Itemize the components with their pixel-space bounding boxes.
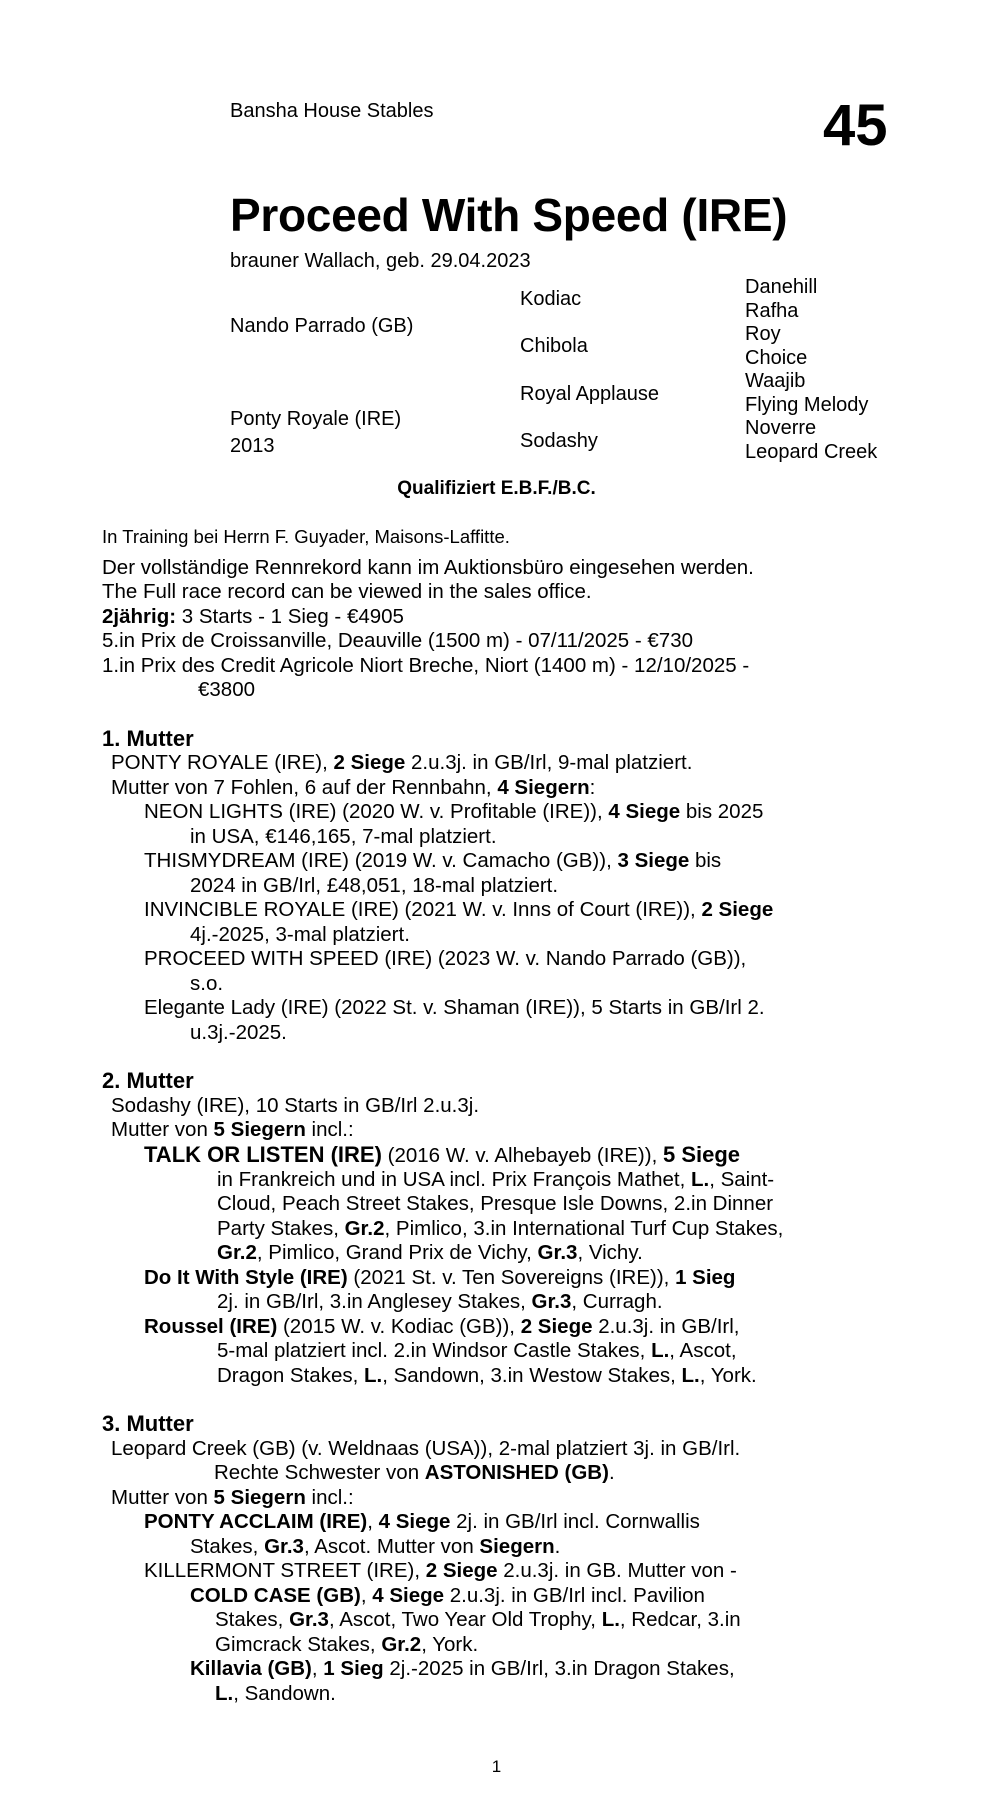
offspring-talk-or-listen: TALK OR LISTEN (IRE) (2016 W. v. Alhebayeb (IRE)), 5 Siege [144,1141,741,1167]
pedigree-sire-sire: Kodiac [520,288,582,310]
pedigree-g7: Noverre [745,417,817,439]
third-dam-line: Leopard Creek (GB) (v. Weldnaas (USA)), 2-mal platziert 3j. in GB/Irl. [111,1436,741,1460]
pedigree-dam-dam: Sodashy [520,430,598,452]
offspring-elegante-lady: Elegante Lady (IRE) (2022 St. v. Shaman (IRE)), 5 Starts in GB/Irl 2. [144,996,765,1019]
page-number: 1 [491,1757,502,1776]
offspring-thismydream: THISMYDREAM (IRE) (2019 W. v. Camacho (GB)), 3 Siege bis [144,849,722,872]
offspring-elegante-lady-cont: u.3j.-2025. [190,1020,287,1044]
lot-number: 45 [823,93,888,158]
race-record [102,556,902,703]
offspring-talk-or-listen-cont-3: Party Stakes, Gr.2, Pimlico, 3.in International Turf Cup Stakes, [217,1216,784,1240]
offspring-roussel-cont-2: Dragon Stakes, L., Sandown, 3.in Westow Stakes, L., York. [217,1363,757,1387]
offspring-talk-or-listen-cont-4: Gr.2, Pimlico, Grand Prix de Vichy, Gr.3, Vichy. [217,1241,643,1264]
stable-name: Bansha House Stables [230,100,434,122]
race-record-summary: 2jährig: 3 Starts - 1 Sieg - €4905 [102,604,404,628]
race-record-note-en: The Full race record can be viewed in the sales office. [102,580,592,603]
pedigree-dam-year: 2013 [230,435,275,457]
pedigree-g1: Danehill [745,276,818,298]
grand-offspring-cold-case-cont-2: Gimcrack Stakes, Gr.2, York. [215,1632,479,1656]
offspring-thismydream-cont: 2024 in GB/Irl, £48,051, 18-mal platziert. [190,873,559,897]
offspring-proceed-with-speed: PROCEED WITH SPEED (IRE) (2023 W. v. Nando Parrado (GB)), [144,947,747,970]
offspring-killermont-street: KILLERMONT STREET (IRE), 2 Siege 2.u.3j. in GB. Mutter von - [144,1559,737,1582]
second-dam-produce: Mutter von 5 Siegern incl.: [111,1118,354,1141]
pedigree-sire: Nando Parrado (GB) [230,315,414,337]
third-dam-produce: Mutter von 5 Siegern incl.: [111,1485,354,1509]
horse-description: brauner Wallach, geb. 29.04.2023 [230,250,531,272]
pedigree-g8: Leopard Creek [745,441,878,463]
pedigree-sire-dam: Chibola [520,335,588,357]
second-dam-section [102,1069,902,1388]
pedigree-dam-sire: Royal Applause [520,383,659,405]
pedigree-g4: Choice [745,347,808,369]
offspring-talk-or-listen-cont-2: Cloud, Peach Street Stakes, Presque Isle Downs, 2.in Dinner [217,1192,774,1215]
race-result-2-prize: €3800 [198,678,256,701]
first-dam-section [102,727,902,1046]
offspring-roussel: Roussel (IRE) (2015 W. v. Kodiac (GB)), 2 Siege 2.u.3j. in GB/Irl, [144,1314,740,1338]
second-dam-heading: 2. Mutter [102,1068,194,1093]
grand-offspring-cold-case-cont-1: Stakes, Gr.3, Ascot, Two Year Old Trophy, L., Redcar, 3.in [215,1608,741,1631]
third-dam-heading: 3. Mutter [102,1411,194,1436]
first-dam-produce: Mutter von 7 Fohlen, 6 auf der Rennbahn, 4 Siegern: [111,775,596,799]
offspring-ponty-acclaim-cont: Stakes, Gr.3, Ascot. Mutter von Siegern. [190,1534,561,1558]
second-dam-line: Sodashy (IRE), 10 Starts in GB/Irl 2.u.3j. [111,1093,480,1117]
offspring-invincible-royale: INVINCIBLE ROYALE (IRE) (2021 W. v. Inns of Court (IRE)), 2 Siege [144,898,774,921]
pedigree-dam: Ponty Royale (IRE) [230,408,402,430]
offspring-do-it-with-style: Do It With Style (IRE) (2021 St. v. Ten Sovereigns (IRE)), 1 Sieg [144,1265,736,1289]
pedigree-g2: Rafha [745,300,799,322]
offspring-neon-lights-cont: in USA, €146,165, 7-mal platziert. [190,824,497,848]
third-dam-section [102,1412,902,1706]
catalogue-body [102,525,902,1706]
pedigree-g6: Flying Melody [745,394,869,416]
offspring-roussel-cont-1: 5-mal platziert incl. 2.in Windsor Castle Stakes, L., Ascot, [217,1339,737,1362]
race-record-note-de: Der vollständige Rennrekord kann im Auktionsbüro eingesehen werden. [102,555,754,579]
offspring-neon-lights: NEON LIGHTS (IRE) (2020 W. v. Profitable (IRE)), 4 Siege bis 2025 [144,800,764,823]
offspring-do-it-with-style-cont: 2j. in GB/Irl, 3.in Anglesey Stakes, Gr.3, Curragh. [217,1290,663,1313]
grand-offspring-killavia-cont: L., Sandown. [215,1681,336,1705]
horse-name: Proceed With Speed (IRE) [230,189,788,241]
offspring-invincible-royale-cont: 4j.-2025, 3-mal platziert. [190,922,410,946]
offspring-proceed-with-speed-cont: s.o. [190,971,224,995]
training-info: In Training bei Herrn F. Guyader, Maisons-Laffitte. [102,526,510,547]
race-result-1: 5.in Prix de Croissanville, Deauville (1500 m) - 07/11/2025 - €730 [102,629,694,652]
offspring-ponty-acclaim: PONTY ACCLAIM (IRE), 4 Siege 2j. in GB/Irl incl. Cornwallis [144,1510,700,1533]
first-dam-heading: 1. Mutter [102,725,194,751]
pedigree-g5: Waajib [745,370,806,392]
offspring-talk-or-listen-cont-1: in Frankreich und in USA incl. Prix François Mathet, L., Saint- [217,1167,775,1191]
third-dam-sibling: Rechte Schwester von ASTONISHED (GB). [214,1461,615,1484]
first-dam-line: PONTY ROYALE (IRE), 2 Siege 2.u.3j. in GB/Irl, 9-mal platziert. [111,751,693,774]
grand-offspring-cold-case: COLD CASE (GB), 4 Siege 2.u.3j. in GB/Irl incl. Pavilion [190,1583,705,1607]
grand-offspring-killavia: Killavia (GB), 1 Sieg 2j.-2025 in GB/Irl, 3.in Dragon Stakes, [190,1657,735,1680]
qualification: Qualifiziert E.B.F./B.C. [397,478,596,499]
pedigree-g3: Roy [745,323,781,345]
race-result-2: 1.in Prix des Credit Agricole Niort Breche, Niort (1400 m) - 12/10/2025 - [102,653,750,677]
